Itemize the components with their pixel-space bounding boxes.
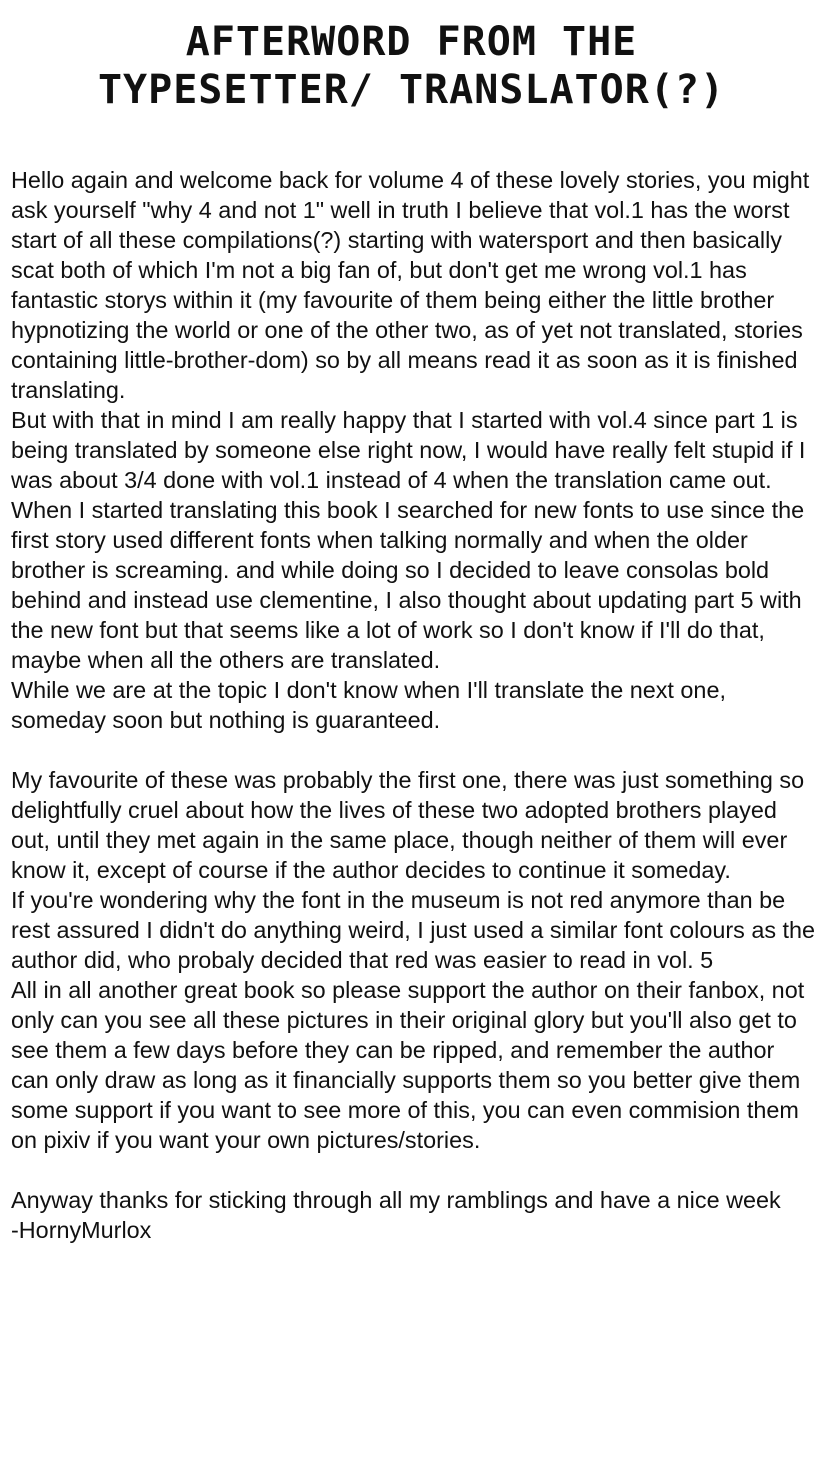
paragraph-spacer bbox=[11, 735, 817, 765]
paragraph-fonts: When I started translating this book I searched for new fonts to use since the first story used different fonts when talking normally and when the older brother is screaming. and while doing so I decided to leave consolas bold behind and instead use clementine, I also thought about updating part 5 with the new font but that seems like a lot of work so I don't know if I'll do that, maybe when all the others are translated. bbox=[11, 497, 805, 673]
paragraph-museum-font: If you're wondering why the font in the museum is not red anymore than be rest assured I didn't do anything weird, I just used a similar font colours as the author did, who probaly decided that red was easier to read in vol. 5 bbox=[11, 887, 816, 973]
paragraph-next-one: While we are at the topic I don't know when I'll translate the next one, someday soon but nothing is guaranteed. bbox=[11, 677, 726, 733]
signature: -HornyMurlox bbox=[11, 1217, 152, 1243]
paragraph-favourite: My favourite of these was probably the first one, there was just something so delightfully cruel about how the lives of these two adopted brothers played out, until they met again in the same place, though neither of them will ever know it, except of course if the author decides to continue it someday. bbox=[11, 767, 805, 883]
title-line-1: AFTERWORD FROM THE bbox=[185, 19, 638, 65]
afterword-body bbox=[11, 165, 817, 1245]
paragraph-support-author: All in all another great book so please support the author on their fanbox, not only can you see all these pictures in their original glory but you'll also get to see them a few days before they can be ripped, and remember the author can only draw as long as it financially supports them so you better give them some support if you want to see more of this, you can even commision them on pixiv if you want your own pictures/stories. bbox=[11, 977, 805, 1153]
paragraph-vol4-intro: Hello again and welcome back for volume 4 of these lovely stories, you might ask yourself "why 4 and not 1" well in truth I believe that vol.1 has the worst start of all these compilations(?) starting with watersport and then basically scat both of which I'm not a big fan of, but don't get me wrong vol.1 has fantastic storys within it (my favourite of them being either the little brother hypnotizing the world or one of the other two, as of yet not translated, stories containing little-brother-dom) so by all means read it as soon as it is finished translating. bbox=[11, 167, 810, 403]
page-title bbox=[0, 18, 823, 114]
title-line-2: TYPESETTER/ TRANSLATOR(?) bbox=[97, 67, 726, 113]
paragraph-thanks: Anyway thanks for sticking through all my ramblings and have a nice week bbox=[11, 1187, 781, 1213]
paragraph-vol1-translation: But with that in mind I am really happy that I started with vol.4 since part 1 is being translated by someone else right now, I would have really felt stupid if I was about 3/4 done with vol.1 instead of 4 when the translation came out. bbox=[11, 407, 806, 493]
paragraph-spacer bbox=[11, 1155, 817, 1185]
